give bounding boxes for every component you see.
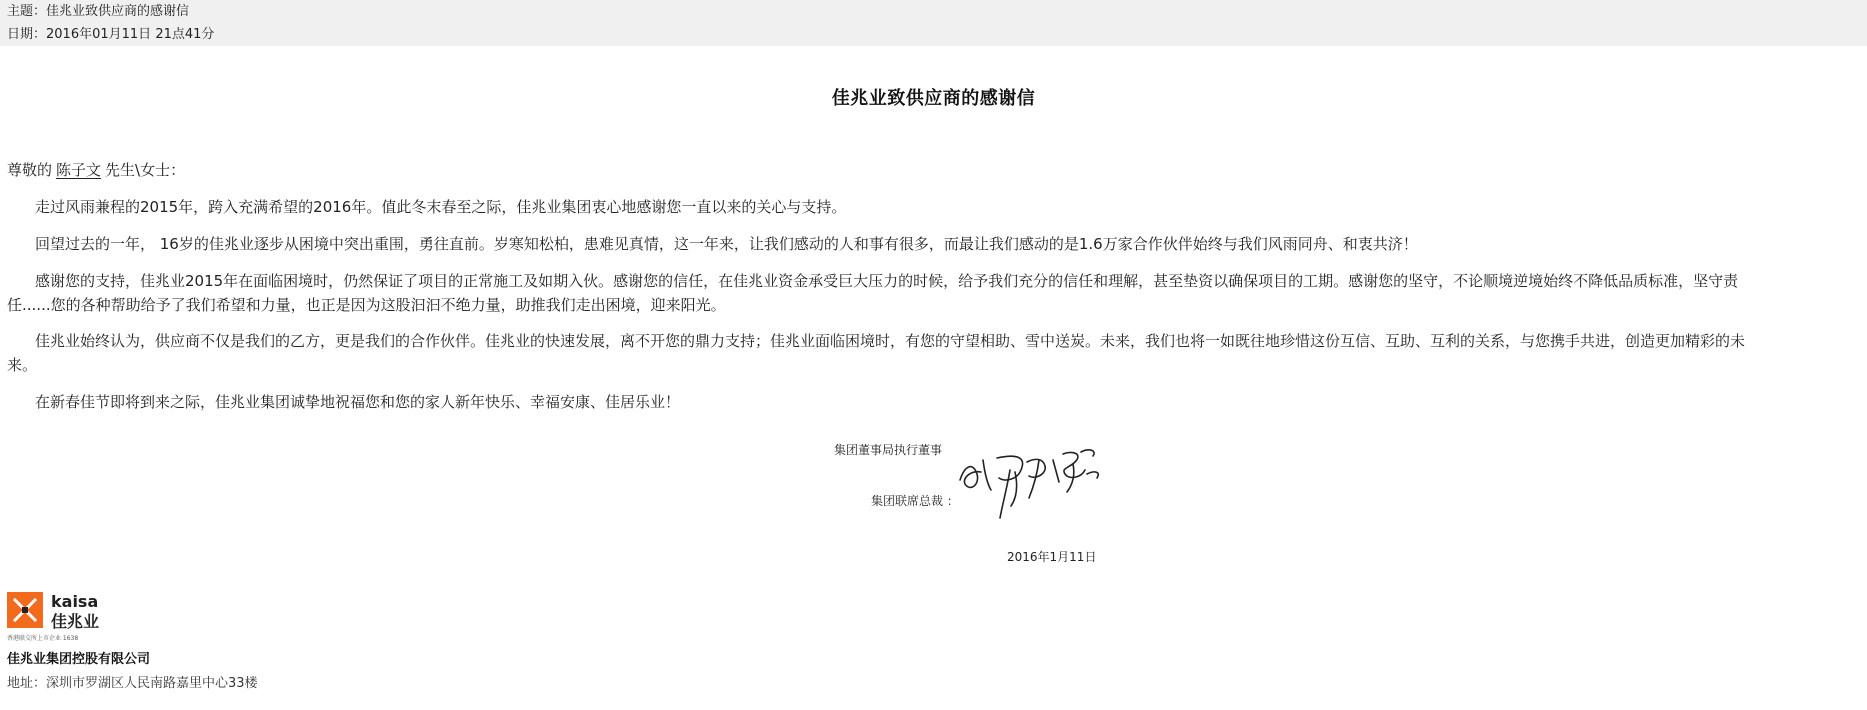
svg-text:kaisa: kaisa bbox=[51, 592, 99, 611]
paragraph-2: 回望过去的一年， 16岁的佳兆业逐步从困境中突出重围，勇往直前。岁寒知松柏，患难见真情，这一年来，让我们感动的人和事有很多，而最让我们感动的是1.6万家合作伙伴始终与我们风雨同舟、和衷共济！ bbox=[35, 235, 1418, 253]
svg-text:佳兆业: 佳兆业 bbox=[51, 612, 100, 631]
salutation-prefix: 尊敬的 bbox=[7, 161, 53, 179]
signature-title-co-president: 集团联席总裁 ： bbox=[871, 494, 959, 508]
paragraph-4-line-2: 来。 bbox=[7, 356, 38, 374]
signature-title-executive-director: 集团董事局执行董事 bbox=[834, 443, 943, 457]
recipient-name: 陈子文 bbox=[56, 161, 102, 179]
paragraph-3-line-1: 感谢您的支持，佳兆业2015年在面临困境时，仍然保证了项目的正常施工及如期入伙。感谢您的信任，在佳兆业资金承受巨大压力的时候，给予我们充分的信任和理解，甚至垫资以确保项目的工期。感谢您的坚守，不论顺境逆境始终不降低品质标准，坚守责 bbox=[35, 272, 1739, 290]
date-label: 日期： bbox=[7, 27, 47, 42]
sign-date: 2016年1月11日 bbox=[1007, 550, 1097, 564]
address-value: 深圳市罗湖区人民南路嘉里中心33楼 bbox=[46, 676, 258, 691]
paragraph-3-line-2: 任......您的各种帮助给予了我们希望和力量，也正是因为这股汩汩不绝力量，助推我们走出困境，迎来阳光。 bbox=[7, 296, 726, 314]
date-value: 2016年01月11日 21点41分 bbox=[46, 27, 215, 42]
company-name: 佳兆业集团控股有限公司 bbox=[7, 652, 151, 667]
salutation bbox=[7, 158, 1862, 182]
subject-label: 主题： bbox=[7, 4, 47, 19]
paragraph-1: 走过风雨兼程的2015年，跨入充满希望的2016年。值此冬末春至之际，佳兆业集团衷心地感谢您一直以来的关心与支持。 bbox=[35, 198, 847, 216]
letter-title: 佳兆业致供应商的感谢信 bbox=[831, 88, 1036, 109]
handwritten-signature bbox=[955, 440, 1125, 524]
email-date bbox=[7, 27, 214, 43]
paragraph-5: 在新春佳节即将到来之际，佳兆业集团诚挚地祝福您和您的家人新年快乐、幸福安康、佳居乐业！ bbox=[35, 393, 681, 411]
kaisa-logo bbox=[7, 592, 127, 648]
salutation-suffix: 先生\女士： bbox=[105, 161, 186, 179]
email-subject bbox=[7, 4, 189, 20]
address-label: 地址： bbox=[7, 676, 47, 691]
company-address bbox=[7, 672, 258, 691]
email-meta-bar bbox=[0, 0, 1867, 46]
subject-value: 佳兆业致供应商的感谢信 bbox=[46, 4, 190, 19]
svg-text:香港联交所上市企业 1638: 香港联交所上市企业 1638 bbox=[7, 635, 79, 642]
paragraph-4-line-1: 佳兆业始终认为，供应商不仅是我们的乙方，更是我们的合作伙伴。佳兆业的快速发展，离不开您的鼎力支持；佳兆业面临困境时，有您的守望相助、雪中送炭。未来，我们也将一如既往地珍惜这份互信、互助、互利的关系，与您携手共进，创造更加精彩的未 bbox=[35, 332, 1746, 350]
